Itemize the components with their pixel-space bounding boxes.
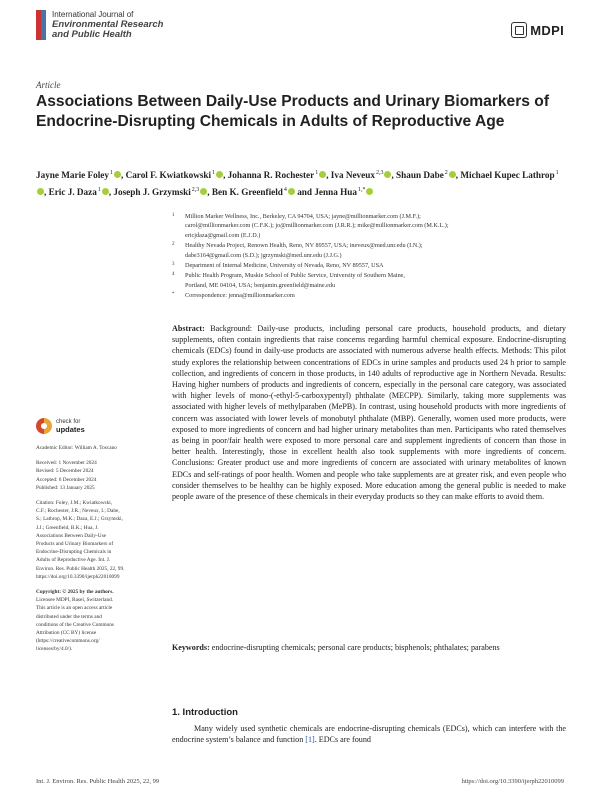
- author-affiliation-marker: 2,3: [375, 170, 384, 176]
- author-name: Eric J. Daza: [48, 187, 97, 198]
- orcid-icon[interactable]: [102, 188, 109, 195]
- affiliation-item: [172, 291, 572, 300]
- affiliation-number: 4: [172, 272, 175, 278]
- sidebar-line: Attribution (CC BY) license: [36, 630, 97, 637]
- author-name: Michael Kupec Lathrop: [460, 170, 555, 181]
- academic-editor-block: [36, 444, 148, 452]
- affiliation-number: *: [172, 292, 175, 298]
- affiliation-line: Portland, ME 04104, USA; benjamin.greenfield@maine.edu: [185, 281, 336, 289]
- sidebar-line: S.; Lathrop, M.K.; Daza, E.J.; Grzymski,: [36, 516, 123, 523]
- sidebar-line: Endocrine-Disrupting Chemicals in: [36, 549, 112, 556]
- affiliation-line: Department of Internal Medicine, University of Nevada, Reno, NV 89557, USA: [185, 262, 384, 270]
- author-name: Iva Neveux: [330, 170, 375, 181]
- journal-header: [36, 10, 163, 40]
- affiliation-item: [172, 241, 572, 260]
- orcid-icon[interactable]: [114, 171, 121, 178]
- page-footer: [36, 778, 564, 785]
- author-separator: ,: [120, 170, 126, 181]
- introduction-paragraph: [172, 723, 566, 745]
- author-separator: and: [294, 187, 315, 198]
- check-updates-text: [56, 419, 85, 433]
- author-affiliation-marker: 1: [555, 170, 559, 176]
- affiliation-number: 3: [172, 262, 175, 268]
- author-name: Johanna R. Rochester: [227, 170, 315, 181]
- author-name: Joseph J. Grzymski: [113, 187, 191, 198]
- check-updates-line1: check for: [56, 419, 81, 425]
- author-affiliation-marker: 1: [97, 187, 101, 194]
- sidebar-line: Associations Between Daily-Use: [36, 532, 107, 539]
- author-name: Ben K. Greenfield: [211, 187, 283, 198]
- author-separator: ,: [455, 170, 461, 181]
- author-name: Jenna Hua: [314, 187, 357, 198]
- sidebar-line: This article is an open access article: [36, 605, 113, 612]
- sidebar-line: Published: 13 January 2025: [36, 484, 95, 491]
- author-affiliation-marker: 1,*: [357, 187, 366, 194]
- article-title: Associations Between Daily-Use Products and Urinary Biomarkers of Endocrine-Disrupting Chemicals in Adults of Reproductive Age: [36, 93, 550, 130]
- affiliation-line: ericjdaza@gmail.com (E.J.D.): [185, 231, 261, 239]
- sidebar-line: Received: 1 November 2024: [36, 460, 97, 467]
- orcid-icon[interactable]: [37, 188, 44, 195]
- affiliation-item: [172, 271, 572, 290]
- citation-link[interactable]: [1]: [305, 735, 315, 745]
- affiliation-line: Healthy Nevada Project, Renown Health, Reno, NV 89557, USA; ineveux@med.unr.edu (I.N.);: [185, 242, 423, 250]
- author-name: Shaun Dabe: [396, 170, 444, 181]
- author-name: Carol F. Kwiatkowski: [125, 170, 212, 181]
- check-updates-line2: updates: [56, 425, 85, 434]
- affiliation-line: carol@millionmarker.com (C.F.K.); jo@millionmarker.com (J.R.R.); mike@millionmarker.com (M.K.L.);: [185, 222, 449, 230]
- abstract: [172, 323, 566, 502]
- author-affiliation-marker: 1: [109, 170, 113, 176]
- journal-line-1: International Journal of: [52, 10, 134, 19]
- author-affiliation-marker: 1: [315, 170, 319, 176]
- sidebar-line: licenses/by/4.0/).: [36, 646, 73, 653]
- author-name: Jayne Marie Foley: [36, 170, 109, 181]
- affiliations: [172, 212, 572, 302]
- keywords: [172, 642, 566, 653]
- abstract-text: Background: Daily-use products, including personal care products, household products, and dietary supplements, often contain ingredients that raise concerns regarding harmful chemical exposure. Endocrine-disrupting chemicals (EDCs) found in daily-use products are associated with numerous adverse health effects. Methods: This pilot study explores the relationship between concentrations of EDCs in urine samples and products used 24 h prior to sample collection, and ingredients of concern in those products, in 140 adults of reproductive age in Northern Nevada. Results: Having higher numbers of products and ingredients of concern, especially in the personal care category, was associated with higher levels of mono-(-ethyl-5-carboxypentyl) phthalate (MECPP). Similarly, taking more supplements was associated with higher levels of methylparaben (MePB). In contrast, using household products with more ingredients of concern was associated with lower levels of monobutyl phthalate (MBP). Generally, women used more products, were exposed to more ingredients of concern and had higher urinary metabolites than men. Participants who rated themselves as being in poor/fair health were exposed to more personal care and supplement ingredients of concern than those in better health. Interestingly, those in excellent health also took supplements with more ingredients of concern. Conclusions: Greater product use and more ingredients of concern are associated with urinary metabolites of known EDCs and self-ratings of poor health. Women and people who take supplements are at greater risk, and even people who consider themselves to be healthy can be highly exposed. More education among the general public is needed to make people aware of the presence of these chemicals in their everyday products so they can make efforts to avoid them.: [172, 324, 566, 502]
- sidebar-line: Citation: Foley, J.M.; Kwiatkowski,: [36, 500, 113, 507]
- orcid-icon[interactable]: [288, 188, 295, 195]
- author-separator: ,: [326, 170, 331, 181]
- abstract-label: Abstract:: [172, 324, 205, 333]
- affiliation-line: Correspondence: jenna@millionmarker.com: [185, 292, 295, 300]
- article-sidebar: [36, 444, 148, 661]
- publisher-name: MDPI: [530, 22, 564, 38]
- citation-block: [36, 499, 148, 581]
- author-separator: ,: [44, 187, 49, 198]
- journal-line-3: and Public Health: [52, 29, 132, 40]
- author-separator: ,: [108, 187, 114, 198]
- copyright-block: [36, 588, 148, 654]
- dates-block: [36, 459, 148, 492]
- author-separator: ,: [207, 187, 212, 198]
- affiliation-item: [172, 261, 572, 270]
- author-affiliation-marker: 2: [444, 170, 448, 176]
- sidebar-line: Licensee MDPI, Basel, Switzerland.: [36, 597, 114, 604]
- author-affiliation-marker: 2,3: [191, 187, 200, 194]
- check-updates-icon: [36, 418, 52, 434]
- section-heading: 1. Introduction: [172, 707, 238, 718]
- affiliation-number: 2: [172, 242, 175, 248]
- author-affiliation-marker: 4: [283, 187, 287, 194]
- affiliation-line: Million Marker Wellness, Inc., Berkeley, CA 94704, USA; jayne@millionmarker.com (J.M.F.);: [185, 213, 421, 220]
- affiliation-line: dabe3164@gmail.com (S.D.); jgrzymski@med.unr.edu (J.J.G.): [185, 251, 342, 259]
- orcid-icon[interactable]: [449, 171, 456, 178]
- author-list: [36, 166, 566, 200]
- mdpi-logo-icon: [511, 22, 527, 38]
- author-affiliation-marker: 1: [212, 170, 216, 176]
- affiliation-line: Public Health Program, Muskie School of Public Service, University of Southern Maine,: [185, 272, 405, 280]
- intro-text: Many widely used synthetic chemicals are endocrine-disrupting chemicals (EDCs), which can interfere with the endocrine system’s balance and function: [172, 724, 566, 745]
- academic-editor: Academic Editor: William A. Toscano: [36, 445, 117, 451]
- footer-citation: Int. J. Environ. Res. Public Health 2025, 22, 99: [36, 778, 160, 785]
- sidebar-line: conditions of the Creative Commons: [36, 621, 114, 628]
- check-for-updates-badge[interactable]: [36, 418, 85, 434]
- journal-line-2: Environmental Research: [52, 19, 164, 30]
- author-separator: ,: [391, 170, 397, 181]
- sidebar-line: distributed under the terms and: [36, 613, 102, 620]
- keywords-label: Keywords:: [172, 643, 210, 652]
- author-separator: ,: [223, 170, 228, 181]
- sidebar-line: Copyright: © 2025 by the authors.: [36, 589, 114, 596]
- footer-doi-link[interactable]: https://doi.org/10.3390/ijerph22010099: [461, 778, 564, 785]
- publisher-logo[interactable]: [511, 22, 564, 38]
- sidebar-line: C.F.; Rochester, J.R.; Neveux, I.; Dabe,: [36, 508, 120, 515]
- sidebar-line: https://doi.org/10.3390/ijerph22010099: [36, 573, 120, 580]
- sidebar-line: Revised: 5 December 2024: [36, 468, 94, 475]
- keywords-text: endocrine-disrupting chemicals; personal care products; bisphenols; phthalates; parabens: [211, 643, 500, 652]
- sidebar-line: Products and Urinary Biomarkers of: [36, 541, 114, 548]
- article-type: Article: [36, 80, 61, 90]
- sidebar-line: (https://creativecommons.org/: [36, 638, 100, 645]
- sidebar-line: Accepted: 6 December 2024: [36, 476, 97, 483]
- journal-logo-accent-icon: [41, 10, 46, 40]
- sidebar-line: Adults of Reproductive Age. Int. J.: [36, 557, 111, 564]
- affiliation-item: [172, 212, 572, 240]
- sidebar-line: Environ. Res. Public Health 2025, 22, 99.: [36, 565, 125, 572]
- journal-name: [52, 10, 163, 40]
- intro-text-end: . EDCs are found: [314, 735, 371, 745]
- orcid-icon[interactable]: [366, 188, 373, 195]
- sidebar-line: J.J.; Greenfield, B.K.; Hua, J.: [36, 524, 99, 531]
- affiliation-number: 1: [172, 213, 175, 218]
